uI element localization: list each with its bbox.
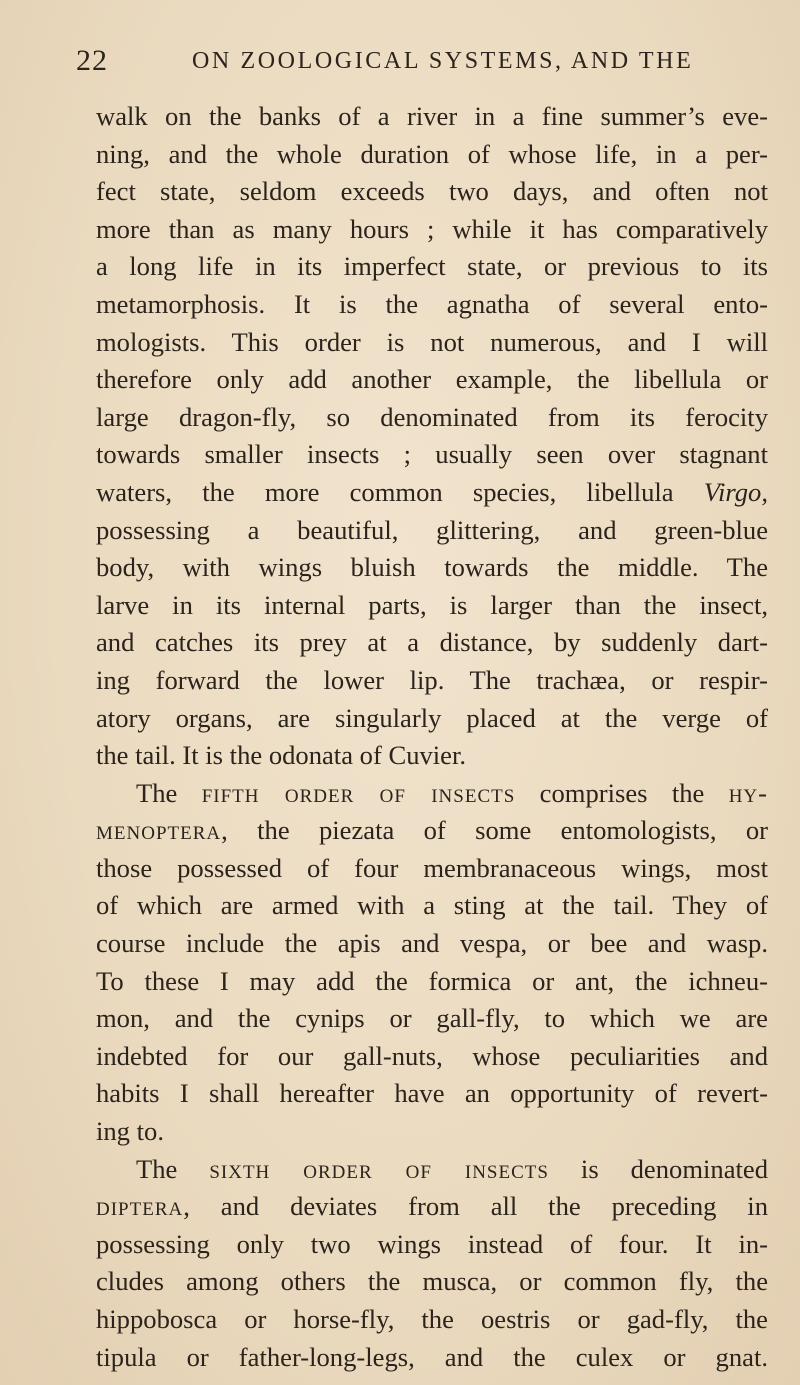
text-span: , and deviates from all the preceding in [183,1191,768,1222]
text-line [96,737,768,775]
text-line [96,361,768,399]
body-text [96,98,768,1376]
text-span: mon, and the cynips or gall-fly, to which we are [96,1003,768,1034]
text-line [96,1113,768,1151]
text-span: The [136,1153,210,1184]
text-line [96,925,768,963]
text-span: cludes among others the musca, or common fly, the [96,1266,768,1297]
text-span: mologists. This order is not numerous, and I will [96,326,768,357]
text-line [96,98,768,136]
running-head: ON ZOOLOGICAL SYSTEMS, AND THE [192,48,694,74]
italic-term: Virgo, [703,476,768,507]
text-line [96,136,768,174]
text-span: and catches its prey at a distance, by suddenly dart- [96,627,768,658]
text-span: walk on the banks of a river in a fine summer’s eve- [96,101,768,131]
text-span: towards smaller insects ; usually seen over stagnant [96,439,768,470]
text-line [96,173,768,211]
text-line [96,286,768,324]
text-span: fect state, seldom exceeds two days, and often not [96,176,768,207]
small-caps-term: diptera [96,1191,184,1222]
text-span: ing forward the lower lip. The trachæa, or respir- [96,664,768,695]
text-line [96,662,768,700]
text-span: large dragon-fly, so denominated from its ferocity [96,401,768,432]
text-line [96,248,768,286]
text-span: The [136,777,202,808]
text-line [96,624,768,662]
text-line [96,1000,768,1038]
text-line [96,1301,768,1339]
text-line [96,850,768,888]
text-line [96,512,768,550]
page-header [76,44,766,84]
text-span: habits I shall hereafter have an opportunity of revert- [96,1078,768,1109]
small-caps-term: hy- [728,777,769,808]
text-line [96,1038,768,1076]
text-span: To these I may add the formica or ant, the ichneu- [96,965,768,996]
text-line [96,436,768,474]
text-span: is denominated [548,1153,768,1184]
text-line [96,1188,768,1226]
text-line [96,887,768,925]
page-number: 22 [76,44,108,77]
text-line [96,1226,768,1264]
text-line [96,700,768,738]
text-span: atory organs, are singularly placed at the verge of [96,702,768,733]
text-line [96,775,768,813]
text-span: those possessed of four membranaceous wings, most [96,852,768,883]
small-caps-term: sixth order of insects [209,1153,549,1184]
text-line [96,211,768,249]
text-line [96,1339,768,1377]
text-line [96,587,768,625]
text-span: waters, the more common species, libellula [96,476,704,507]
text-span: hippobosca or horse-fly, the oestris or gad-fly, the [96,1304,768,1334]
text-span: a long life in its imperfect state, or previous to its [96,251,768,282]
text-span: of which are armed with a sting at the tail. They of [96,890,768,921]
text-span: ing to. [96,1116,164,1147]
text-span: course include the apis and vespa, or bee and wasp. [96,928,768,959]
text-span: body, with wings bluish towards the middle. The [96,552,768,583]
text-span: comprises the [515,777,729,808]
text-line [96,812,768,850]
small-caps-term: menoptera [96,815,222,846]
text-span: ning, and the whole duration of whose life, in a per- [96,138,768,169]
text-span: larve in its internal parts, is larger than the insect, [96,589,768,620]
text-span: possessing a beautiful, glittering, and green-blue [96,514,768,545]
text-line [96,963,768,1001]
text-line [96,1263,768,1301]
text-span: tipula or father-long-legs, and the culex or gnat. [96,1341,768,1372]
text-line [96,324,768,362]
text-span: , the piezata of some entomologists, or [221,815,768,846]
text-span: the tail. It is the odonata of Cuvier. [96,740,467,771]
text-line [96,399,768,437]
text-span: possessing only two wings instead of four. It in- [96,1228,768,1259]
text-span: more than as many hours ; while it has comparatively [96,213,768,244]
text-line [96,1075,768,1113]
text-span: therefore only add another example, the libellula or [96,364,768,395]
text-span: metamorphosis. It is the agnatha of several ento- [96,288,768,319]
text-line [96,1151,768,1189]
text-line [96,549,768,587]
text-line [96,474,768,512]
text-span: indebted for our gall-nuts, whose peculiarities and [96,1040,768,1071]
small-caps-term: fifth order of insects [201,777,516,808]
